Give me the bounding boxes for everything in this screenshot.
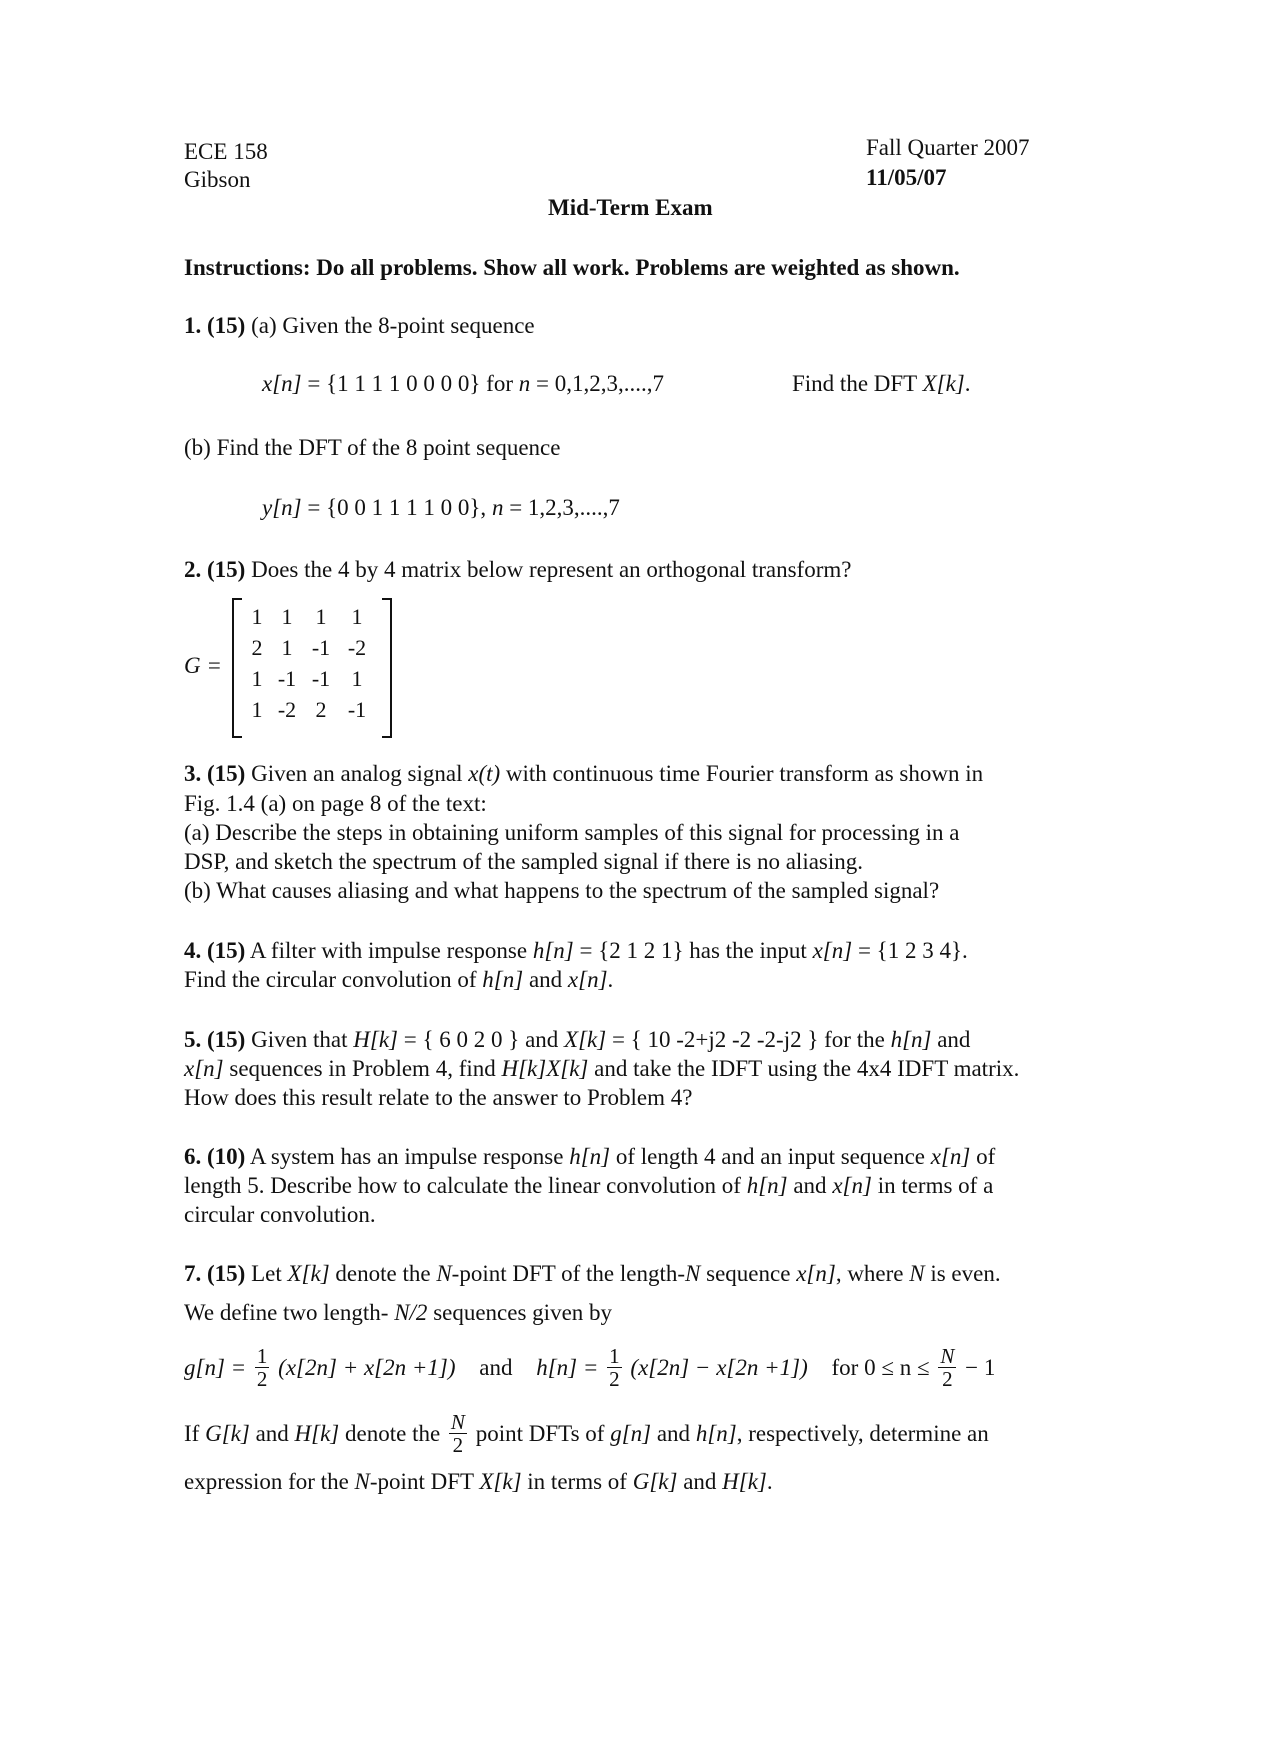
course-code: ECE 158 [184, 139, 268, 164]
h-definition-rhs: (x[2n] − x[2n +1]) [630, 1355, 808, 1380]
matrix-entries [244, 604, 380, 728]
problem-2-heading: 2. (15) Does the 4 by 4 matrix below represent an orthogonal transform? [184, 557, 852, 582]
problem-3-line-4: DSP, and sketch the spectrum of the sampled signal if there is no aliasing. [184, 849, 864, 874]
exam-date: 11/05/07 [866, 165, 947, 190]
fraction-half: $\frac{1}{2}$ [609, 1344, 620, 1392]
matrix-cell: 1 [315, 604, 327, 629]
matrix-cell: -1 [311, 666, 331, 691]
problem-1a-sequence: x[n] = {1 1 1 1 0 0 0 0} for n = 0,1,2,3,....,7 [262, 371, 664, 396]
matrix-label: G = [184, 653, 222, 678]
problem-5-line-2: x[n] sequences in Problem 4, find H[k]X[k] and take the IDFT using the 4x4 IDFT matrix. [184, 1056, 1020, 1081]
matrix-cell: 2 [251, 635, 263, 660]
index-range: for 0 ≤ n ≤ [831, 1355, 930, 1380]
problem-4-line-2: Find the circular convolution of h[n] and x[n]. [184, 967, 614, 992]
problem-7-equations: g[n] = $\frac{1}{2}$ (x[2n] + x[2n +1]) and h[n] = $\frac{1}{2}$ (x[2n] − x[2n +1]) for 0 ≤ n ≤ $\frac{N}{2}$ − 1 [184, 1344, 996, 1392]
matrix-cell: -2 [277, 697, 297, 722]
g-definition-lhs: g[n] = [184, 1355, 247, 1380]
matrix-left-bracket [232, 598, 242, 738]
problem-1b-sequence: y[n] = {0 0 1 1 1 1 0 0}, n = 1,2,3,....,7 [262, 495, 620, 520]
problem-3-line-3: (a) Describe the steps in obtaining uniform samples of this signal for processing in a [184, 820, 960, 845]
problem-3-line-5: (b) What causes aliasing and what happens to the spectrum of the sampled signal? [184, 878, 940, 903]
problem-7-line-2: We define two length- N/2 sequences given by [184, 1300, 613, 1325]
problem-6-line-3: circular convolution. [184, 1202, 376, 1227]
matrix-cell: 1 [251, 697, 263, 722]
problem-1a-task: Find the DFT X[k]. [792, 371, 971, 396]
problem-3-line-2: Fig. 1.4 (a) on page 8 of the text: [184, 791, 487, 816]
matrix-cell: 1 [281, 635, 293, 660]
problem-6-line-1: 6. (10) A system has an impulse response h[n] of length 4 and an input sequence x[n] of [184, 1144, 996, 1169]
fraction-half: $\frac{1}{2}$ [256, 1344, 268, 1392]
term: Fall Quarter 2007 [866, 135, 1030, 160]
matrix-cell: -2 [347, 635, 367, 660]
instructor-name: Gibson [184, 167, 251, 192]
matrix-cell: -1 [347, 697, 367, 722]
problem-4-line-1: 4. (15) A filter with impulse response h[n] = {2 1 2 1} has the input x[n] = {1 2 3 4}. [184, 938, 968, 963]
matrix-cell: -1 [277, 666, 297, 691]
matrix-cell: 1 [251, 604, 263, 629]
problem-points: (15) [207, 313, 246, 338]
matrix-cell: 1 [351, 604, 363, 629]
matrix-cell: 1 [281, 604, 293, 629]
problem-number: 1. [184, 313, 202, 338]
problem-1a-intro: (a) Given the 8-point sequence [251, 313, 535, 338]
matrix-cell: 1 [251, 666, 263, 691]
matrix-cell: 1 [351, 666, 363, 691]
g-definition-rhs: (x[2n] + x[2n +1]) [278, 1355, 456, 1380]
matrix-cell: -1 [311, 635, 331, 660]
problem-7-line-3: If G[k] and H[k] denote the $\frac{N}{2}$ point DFTs of g[n] and h[n], respectively, determine an [184, 1410, 989, 1458]
matrix-right-bracket [382, 598, 392, 738]
matrix-cell: 2 [315, 697, 327, 722]
fraction-n-over-2: $\frac{N}{2}$ [940, 1344, 955, 1392]
problem-1b-intro: (b) Find the DFT of the 8 point sequence [184, 435, 561, 460]
problem-3-line-1: 3. (15) Given an analog signal x(t) with continuous time Fourier transform as shown in [184, 761, 984, 786]
problem-5-line-3: How does this result relate to the answer to Problem 4? [184, 1085, 693, 1110]
problem-1-heading [184, 312, 535, 340]
matrix-G [232, 598, 392, 734]
problem-6-line-2: length 5. Describe how to calculate the linear convolution of h[n] and x[n] in terms of a [184, 1173, 994, 1198]
instructions: Instructions: Do all problems. Show all work. Problems are weighted as shown. [184, 255, 960, 280]
problem-5-line-1: 5. (15) Given that H[k] = { 6 0 2 0 } and X[k] = { 10 -2+j2 -2 -2-j2 } for the h[n] and [184, 1027, 971, 1052]
exam-title: Mid-Term Exam [548, 195, 713, 220]
problem-7-line-4: expression for the N-point DFT X[k] in terms of G[k] and H[k]. [184, 1469, 773, 1494]
fraction-n-over-2: $\frac{N}{2}$ [450, 1410, 465, 1458]
h-definition-lhs: h[n] = [536, 1355, 599, 1380]
problem-7-line-1: 7. (15) Let X[k] denote the N-point DFT of the length-N sequence x[n], where N is even. [184, 1261, 1001, 1286]
